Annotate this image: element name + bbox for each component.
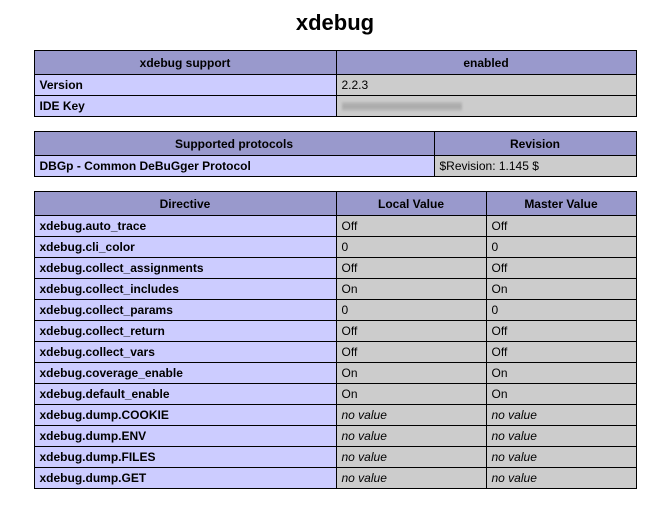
directive-local-value (336, 447, 486, 468)
directive-local-value (336, 426, 486, 447)
protocol-header-revision: Revision (434, 132, 636, 156)
directive-local-value-text: no value (341, 408, 387, 422)
directive-name: xdebug.dump.ENV (34, 426, 336, 447)
table-row (34, 258, 636, 279)
directive-master-value: On (486, 279, 636, 300)
directive-master-value (486, 426, 636, 447)
table-header-row (34, 51, 636, 75)
page-title: xdebug (295, 10, 375, 35)
support-row-label: Version (34, 75, 336, 96)
supported-protocols-table (34, 131, 637, 177)
directive-master-value (486, 447, 636, 468)
support-header-directive: xdebug support (34, 51, 336, 75)
directive-name: xdebug.collect_assignments (34, 258, 336, 279)
directive-master-value (486, 468, 636, 489)
table-row (34, 363, 636, 384)
directive-master-value: Off (486, 216, 636, 237)
xdebug-directives-table (34, 191, 637, 489)
table-header-row (34, 132, 636, 156)
directive-name: xdebug.collect_return (34, 321, 336, 342)
table-row (34, 237, 636, 258)
table-row (34, 468, 636, 489)
directive-master-value-text: no value (491, 450, 537, 464)
directive-local-value: 0 (336, 300, 486, 321)
table-row (34, 447, 636, 468)
directive-name: xdebug.collect_params (34, 300, 336, 321)
support-row-value (336, 96, 636, 117)
directive-local-value: Off (336, 321, 486, 342)
phpinfo-page (0, 10, 670, 489)
table-row (34, 405, 636, 426)
directive-local-value (336, 405, 486, 426)
directive-header-master: Master Value (486, 192, 636, 216)
support-row-value: 2.2.3 (336, 75, 636, 96)
directive-name: xdebug.dump.GET (34, 468, 336, 489)
directive-master-value: Off (486, 321, 636, 342)
directive-local-value: On (336, 384, 486, 405)
redacted-value-bar (342, 102, 462, 111)
directive-name: xdebug.dump.COOKIE (34, 405, 336, 426)
table-row (34, 156, 636, 177)
directive-master-value-text: no value (491, 408, 537, 422)
directive-name: xdebug.auto_trace (34, 216, 336, 237)
directive-local-value: On (336, 279, 486, 300)
table-row (34, 426, 636, 447)
table-row (34, 96, 636, 117)
directive-master-value: On (486, 363, 636, 384)
protocol-header-name: Supported protocols (34, 132, 434, 156)
directive-master-value: 0 (486, 237, 636, 258)
directive-master-value-text: no value (491, 429, 537, 443)
directive-name: xdebug.default_enable (34, 384, 336, 405)
directive-local-value: On (336, 363, 486, 384)
table-row (34, 342, 636, 363)
directive-local-value-text: no value (341, 429, 387, 443)
protocol-row-value: $Revision: 1.145 $ (434, 156, 636, 177)
directive-local-value: 0 (336, 237, 486, 258)
directive-master-value-text: no value (491, 471, 537, 485)
xdebug-support-table (34, 50, 637, 117)
table-row (34, 279, 636, 300)
support-row-label: IDE Key (34, 96, 336, 117)
directive-master-value (486, 405, 636, 426)
table-header-row (34, 192, 636, 216)
directive-local-value-text: no value (341, 471, 387, 485)
directive-name: xdebug.collect_vars (34, 342, 336, 363)
directive-local-value: Off (336, 216, 486, 237)
directive-master-value: Off (486, 342, 636, 363)
table-row (34, 384, 636, 405)
directive-local-value: Off (336, 258, 486, 279)
table-row (34, 321, 636, 342)
directive-master-value: Off (486, 258, 636, 279)
directive-master-value: On (486, 384, 636, 405)
directive-local-value-text: no value (341, 450, 387, 464)
directive-local-value: Off (336, 342, 486, 363)
support-header-status: enabled (336, 51, 636, 75)
directive-header-name: Directive (34, 192, 336, 216)
directive-name: xdebug.collect_includes (34, 279, 336, 300)
table-row (34, 300, 636, 321)
directive-name: xdebug.cli_color (34, 237, 336, 258)
table-row (34, 75, 636, 96)
directive-master-value: 0 (486, 300, 636, 321)
protocol-row-label: DBGp - Common DeBuGger Protocol (34, 156, 434, 177)
directive-name: xdebug.coverage_enable (34, 363, 336, 384)
directive-header-local: Local Value (336, 192, 486, 216)
directive-local-value (336, 468, 486, 489)
directive-name: xdebug.dump.FILES (34, 447, 336, 468)
table-row (34, 216, 636, 237)
